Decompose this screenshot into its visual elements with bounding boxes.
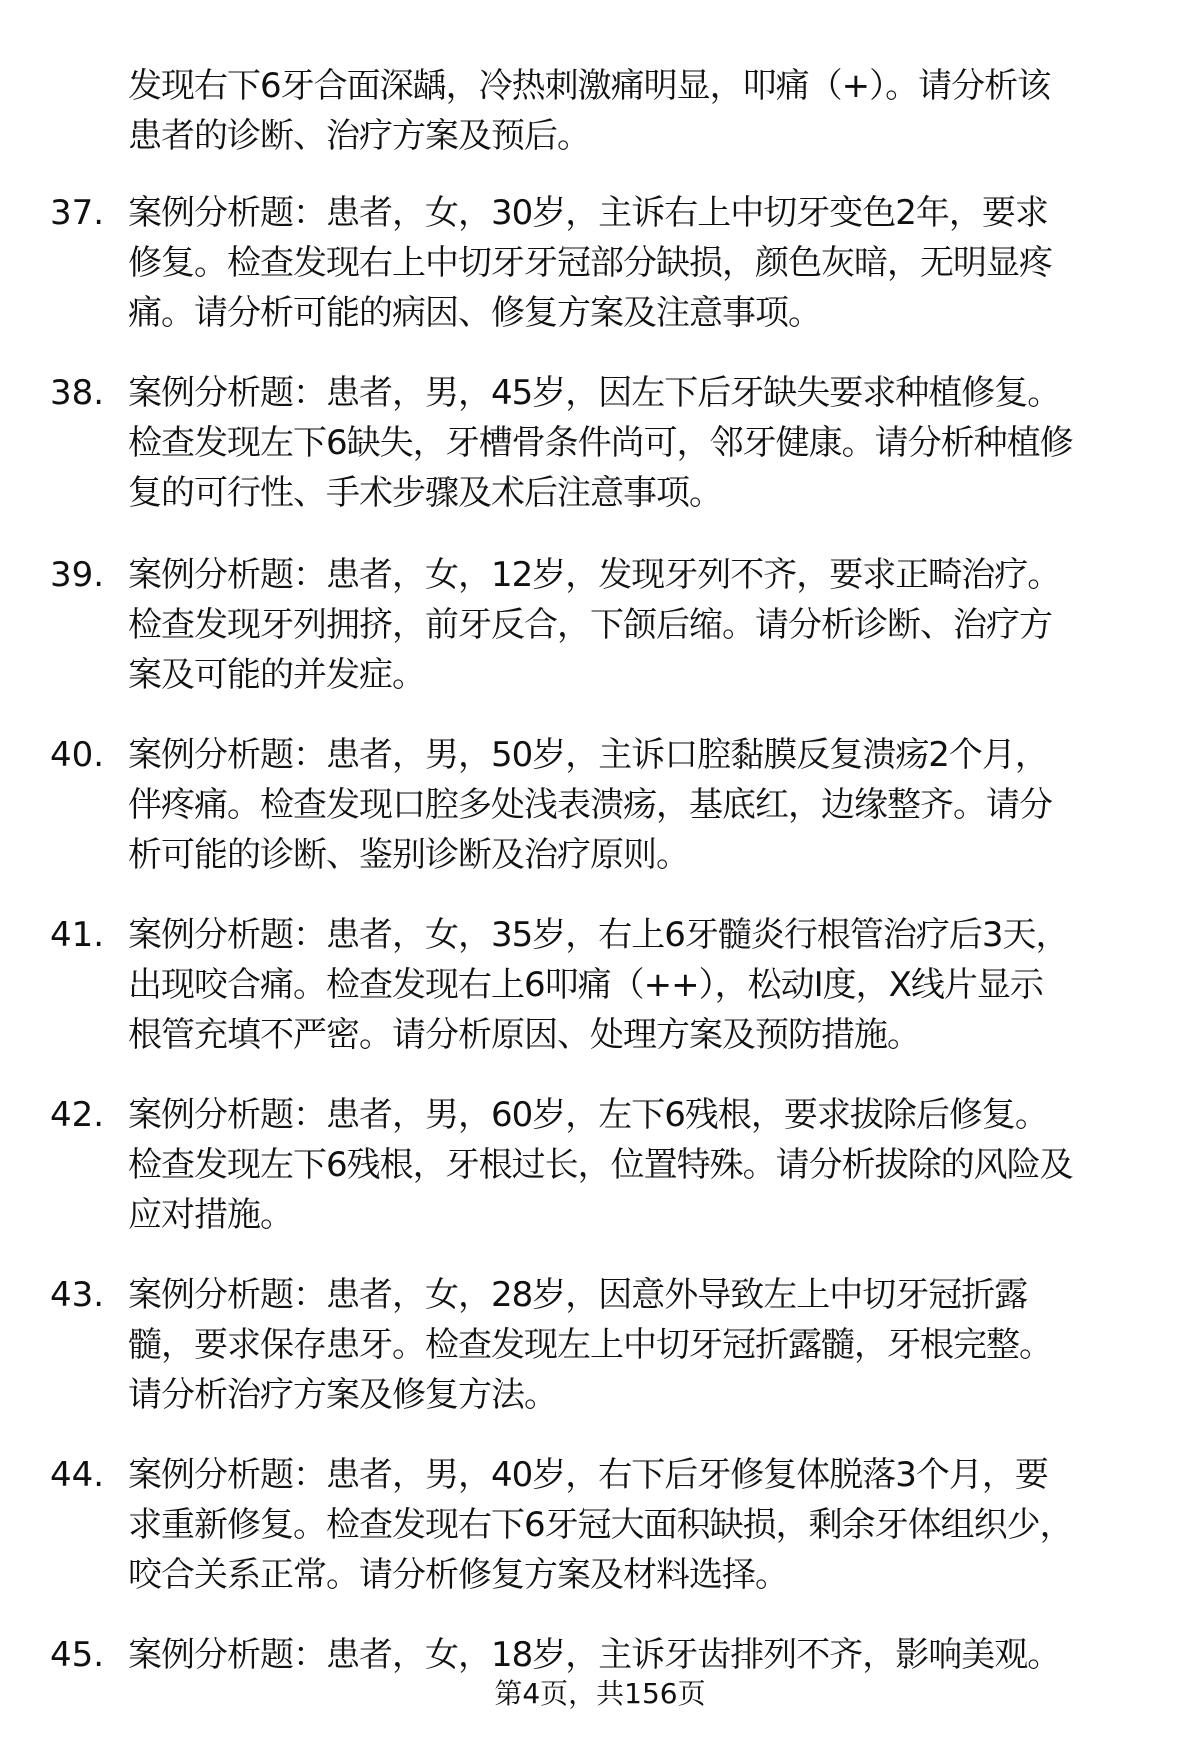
question-number: 42. bbox=[50, 1095, 105, 1135]
question-number: 45. bbox=[50, 1635, 105, 1675]
question-text-line: 案例分析题：患者，男，50岁，主诉口腔黏膜反复溃疡2个月， bbox=[128, 735, 1048, 775]
question-text bbox=[128, 730, 1052, 880]
question-text-line: 痛。请分析可能的病因、修复方案及注意事项。 bbox=[128, 293, 821, 333]
question-number: 43. bbox=[50, 1275, 105, 1315]
question-text-line: 案及可能的并发症。 bbox=[128, 655, 425, 695]
question-text-line: 案例分析题：患者，女，30岁，主诉右上中切牙变色2年，要求 bbox=[128, 193, 1048, 233]
question-number: 39. bbox=[50, 555, 105, 595]
question-text-line: 请分析治疗方案及修复方法。 bbox=[128, 1375, 557, 1415]
question-text-line: 案例分析题：患者，男，60岁，左下6残根，要求拔除后修复。 bbox=[128, 1095, 1048, 1135]
question-number: 40. bbox=[50, 735, 105, 775]
question-text-line: 出现咬合痛。检查发现右上6叩痛（++），松动I度，X线片显示 bbox=[128, 965, 1043, 1005]
question-text-line: 检查发现牙列拥挤，前牙反合，下颌后缩。请分析诊断、治疗方 bbox=[128, 605, 1052, 645]
question-text bbox=[128, 1450, 1073, 1600]
question-text-line: 伴疼痛。检查发现口腔多处浅表溃疡，基底红，边缘整齐。请分 bbox=[128, 785, 1052, 825]
question-text-line: 案例分析题：患者，女，18岁，主诉牙齿排列不齐，影响美观。 bbox=[128, 1635, 1061, 1675]
question-text bbox=[128, 1090, 1073, 1240]
question-text bbox=[128, 61, 1050, 161]
question-text-line: 患者的诊断、治疗方案及预后。 bbox=[128, 116, 590, 156]
question-text-line: 发现右下6牙合面深龋，冷热刺激痛明显，叩痛（+）。请分析该 bbox=[128, 66, 1051, 106]
question-text-line: 根管充填不严密。请分析原因、处理方案及预防措施。 bbox=[128, 1015, 920, 1055]
question-text-line: 检查发现左下6缺失，牙槽骨条件尚可，邻牙健康。请分析种植修 bbox=[128, 423, 1073, 463]
question-number: 37. bbox=[50, 193, 105, 233]
question-text-line: 案例分析题：患者，女，35岁，右上6牙髓炎行根管治疗后3天， bbox=[128, 915, 1069, 955]
question-text-line: 案例分析题：患者，男，45岁，因左下后牙缺失要求种植修复。 bbox=[128, 373, 1061, 413]
question-text bbox=[128, 550, 1060, 700]
question-text bbox=[128, 1270, 1052, 1420]
question-text-line: 复的可行性、手术步骤及术后注意事项。 bbox=[128, 473, 722, 513]
question-text-line: 髓，要求保存患牙。检查发现左上中切牙冠折露髓，牙根完整。 bbox=[128, 1325, 1052, 1365]
question-text-line: 析可能的诊断、鉴别诊断及治疗原则。 bbox=[128, 835, 689, 875]
page-number: 第4页，共156页 bbox=[494, 1677, 706, 1710]
question-text-line: 案例分析题：患者，男，40岁，右下后牙修复体脱落3个月，要 bbox=[128, 1455, 1048, 1495]
question-text-line: 检查发现左下6残根，牙根过长，位置特殊。请分析拔除的风险及 bbox=[128, 1145, 1073, 1185]
question-text-line: 案例分析题：患者，女，12岁，发现牙列不齐，要求正畸治疗。 bbox=[128, 555, 1061, 595]
question-number: 38. bbox=[50, 373, 105, 413]
question-text bbox=[128, 188, 1052, 338]
question-text-line: 应对措施。 bbox=[128, 1195, 293, 1235]
question-text-line: 求重新修复。检查发现右下6牙冠大面积缺损，剩余牙体组织少， bbox=[128, 1505, 1073, 1545]
question-text-line: 修复。检查发现右上中切牙牙冠部分缺损，颜色灰暗，无明显疼 bbox=[128, 243, 1052, 283]
question-text-line: 咬合关系正常。请分析修复方案及材料选择。 bbox=[128, 1555, 788, 1595]
question-number: 44. bbox=[50, 1455, 105, 1495]
question-text-line: 案例分析题：患者，女，28岁，因意外导致左上中切牙冠折露 bbox=[128, 1275, 1028, 1315]
question-text bbox=[128, 368, 1073, 518]
question-text bbox=[128, 910, 1069, 1060]
question-number: 41. bbox=[50, 915, 105, 955]
